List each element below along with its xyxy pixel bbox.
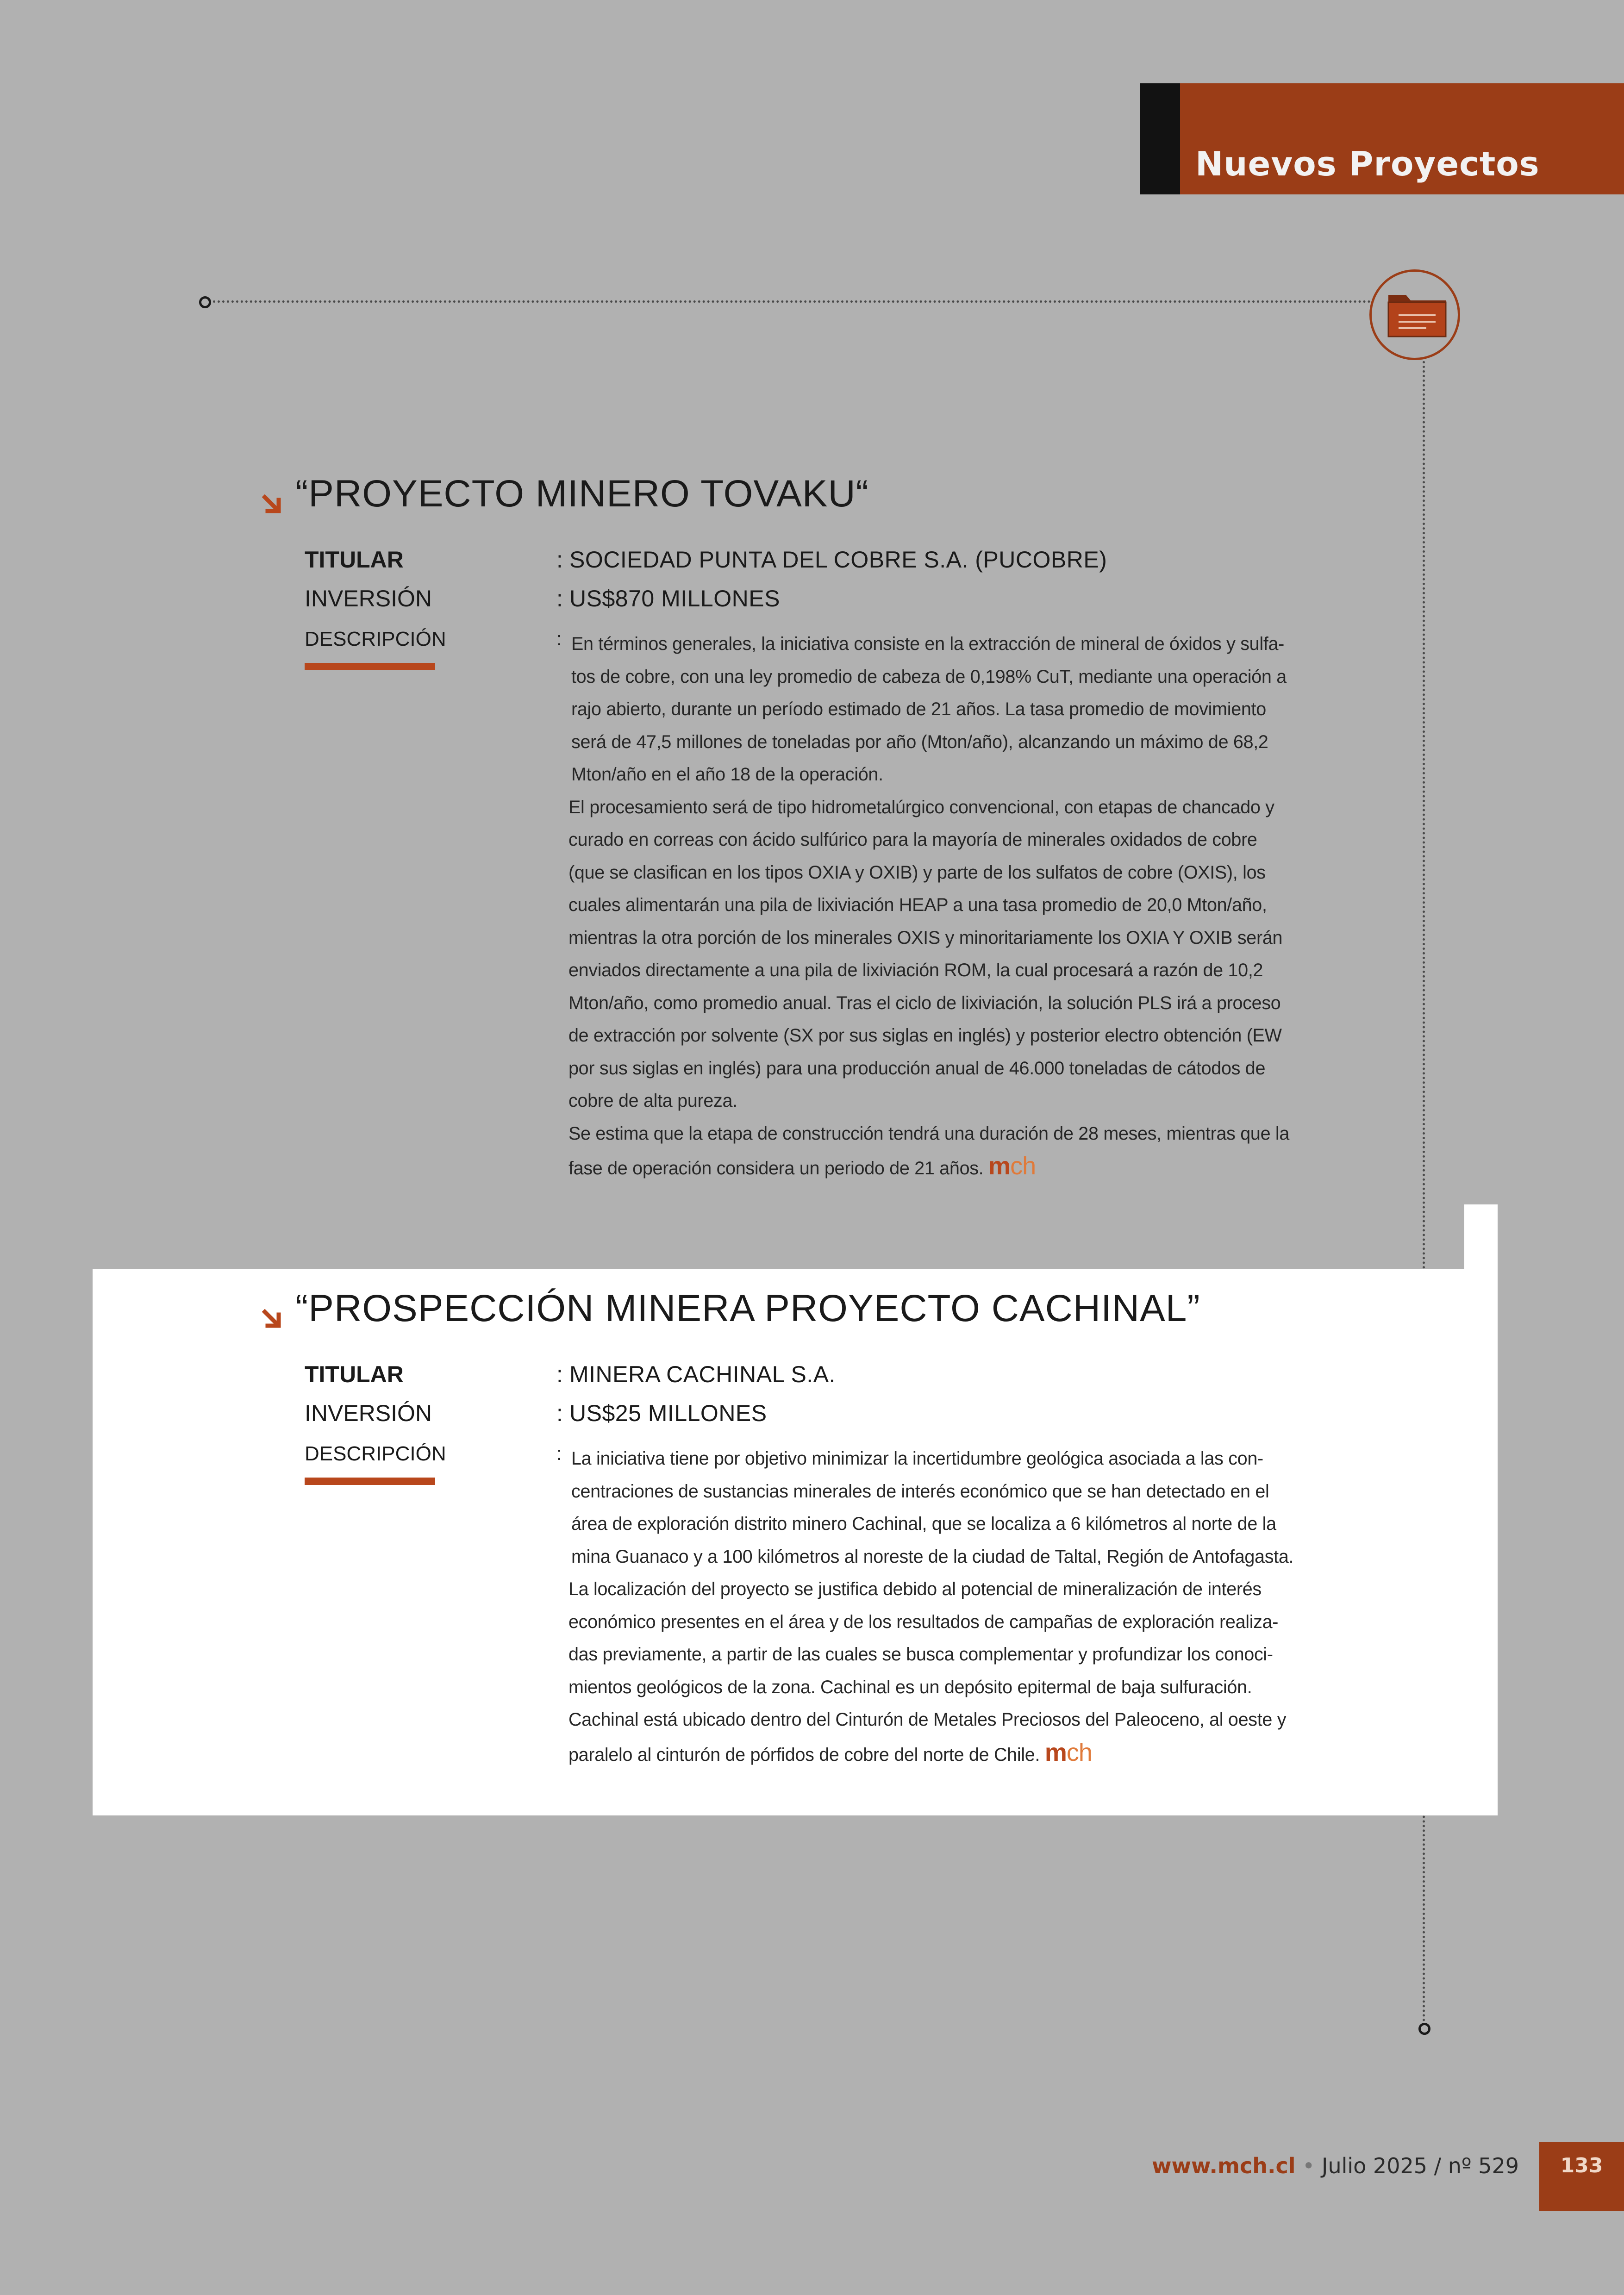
mch-end-mark — [1045, 1739, 1092, 1766]
descripcion-row — [262, 624, 1308, 1179]
descripcion-label: DESCRIPCIÓN — [305, 628, 446, 650]
inversion-label: INVERSIÓN — [305, 586, 432, 611]
mch-m: m — [988, 1152, 1011, 1180]
project-header — [262, 472, 1308, 523]
arrow-down-right-icon — [262, 1309, 282, 1329]
titular-colon: : — [556, 1361, 563, 1387]
descripcion-underline — [305, 663, 435, 670]
descripcion-colon: : — [556, 1442, 562, 1464]
inversion-colon: : — [556, 1400, 563, 1426]
project-title: “PROSPECCIÓN MINERA PROYECTO CACHINAL” — [295, 1287, 1200, 1329]
project-tovaku — [262, 472, 1308, 1179]
titular-label: TITULAR — [305, 547, 404, 573]
inversion-value: US$25 MILLONES — [569, 1400, 767, 1426]
description-paragraph: El procesamiento será de tipo hidrometalúrgico convencional, con etapas de chancado y curado en correas con ácido sulfúrico para la mayoría de minerales oxidados de cobre (que se clasifican en los tipos OXIA y OXIB) y parte de los sulfatos de cobre (OXIS), los cuales alimentarán una pila de lixiviación HEAP a una tasa promedio de 20,0 Mton/año, mientras la otra porción de los minerales OXIS y minoritariamente los OXIA Y OXIB serán enviados directamente a una pila de lixiviación ROM, la cual procesará a razón de 10,2 Mton/año, como promedio anual. Tras el ciclo de lixiviación, la solución PLS irá a proceso de extracción por solvente (SX por sus siglas en inglés) y posterior electro obtención (EW por sus siglas en inglés) para una producción anual de 46.000 toneladas de cátodos de cobre de alta pureza. — [568, 797, 1283, 1111]
timeline-start-dot — [199, 296, 211, 308]
inversion-row — [262, 585, 1308, 624]
mch-end-mark — [988, 1152, 1036, 1180]
project-title: “PROYECTO MINERO TOVAKU“ — [295, 473, 869, 515]
description-paragraph: La localización del proyecto se justifica debido al potencial de mineralización de interés económico presentes en el área y de los resultados de campañas de exploración realiza- das previamente, a partir de las cuales se busca complementar y profundizar los conoci- mientos geológicos de la zona. Cachinal es un depósito epitermal de baja sulfuración. — [568, 1579, 1279, 1697]
mch-m: m — [1044, 1738, 1067, 1766]
description-paragraph: En términos generales, la iniciativa consiste en la extracción de mineral de óxidos y sulfa- tos de cobre, con una ley promedio de cabeza de 0,198% CuT, mediante una operación a rajo abierto, durante un período estimado de 21 años. La tasa promedio de movimiento será de 47,5 millones de toneladas por año (Mton/año), alcanzando un máximo de 68,2 Mton/año en el año 18 de la operación. — [571, 634, 1287, 785]
inversion-label: INVERSIÓN — [305, 1400, 432, 1426]
descripcion-label: DESCRIPCIÓN — [305, 1442, 446, 1465]
titular-value: SOCIEDAD PUNTA DEL COBRE S.A. (PUCOBRE) — [569, 547, 1107, 573]
folder-badge — [1369, 269, 1460, 360]
description-paragraph-text: Cachinal está ubicado dentro del Cinturón de Metales Preciosos del Paleoceno, al oeste y paralelo al cinturón de pórfidos de cobre del norte de Chile. — [568, 1709, 1287, 1765]
page-number-box — [1539, 2142, 1624, 2211]
titular-row — [262, 546, 1308, 585]
arrow-down-right-icon — [262, 494, 282, 515]
inversion-value: US$870 MILLONES — [569, 586, 780, 611]
timeline-horizontal — [208, 300, 1371, 303]
project-header — [262, 1287, 1308, 1338]
inversion-row — [262, 1400, 1308, 1439]
titular-value: MINERA CACHINAL S.A. — [569, 1361, 836, 1387]
footer-credits — [1152, 2153, 1519, 2178]
descripcion-text — [568, 1442, 1295, 1771]
section-title: Nuevos Proyectos — [1195, 144, 1540, 183]
footer-separator: • — [1302, 2153, 1315, 2178]
highlight-panel-tab — [1464, 1204, 1498, 1278]
footer-issue: Julio 2025 / nº 529 — [1321, 2153, 1519, 2178]
titular-row — [262, 1361, 1308, 1400]
timeline-end-dot — [1418, 2023, 1430, 2035]
footer-url[interactable]: www.mch.cl — [1152, 2153, 1296, 2178]
folder-icon — [1385, 288, 1449, 344]
description-paragraph-last — [568, 1117, 1295, 1185]
descripcion-row — [262, 1439, 1308, 1772]
mch-ch: ch — [1010, 1152, 1036, 1180]
descripcion-colon: : — [556, 628, 562, 649]
header-black-bar — [1140, 83, 1180, 194]
descripcion-text — [568, 628, 1295, 1185]
description-paragraph-last — [568, 1703, 1295, 1771]
page-number: 133 — [1560, 2154, 1603, 2177]
titular-colon: : — [556, 547, 563, 573]
description-paragraph-text: Se estima que la etapa de construcción tendrá una duración de 28 meses, mientras que la fase de operación considera un periodo de 21 años. — [568, 1123, 1290, 1179]
description-paragraph: La iniciativa tiene por objetivo minimizar la incertidumbre geológica asociada a las con- centraciones de sustancias minerales de interés económico que se han detectado en el área de exploración distrito minero Cachinal, que se localiza a 6 kilómetros al norte de la mina Guanaco y a 100 kilómetros al noreste de la ciudad de Taltal, Región de Antofagasta. — [571, 1448, 1294, 1567]
titular-label: TITULAR — [305, 1361, 404, 1387]
descripcion-underline — [305, 1478, 435, 1485]
project-cachinal — [262, 1287, 1308, 1772]
inversion-colon: : — [556, 586, 563, 611]
mch-ch: ch — [1066, 1738, 1092, 1766]
